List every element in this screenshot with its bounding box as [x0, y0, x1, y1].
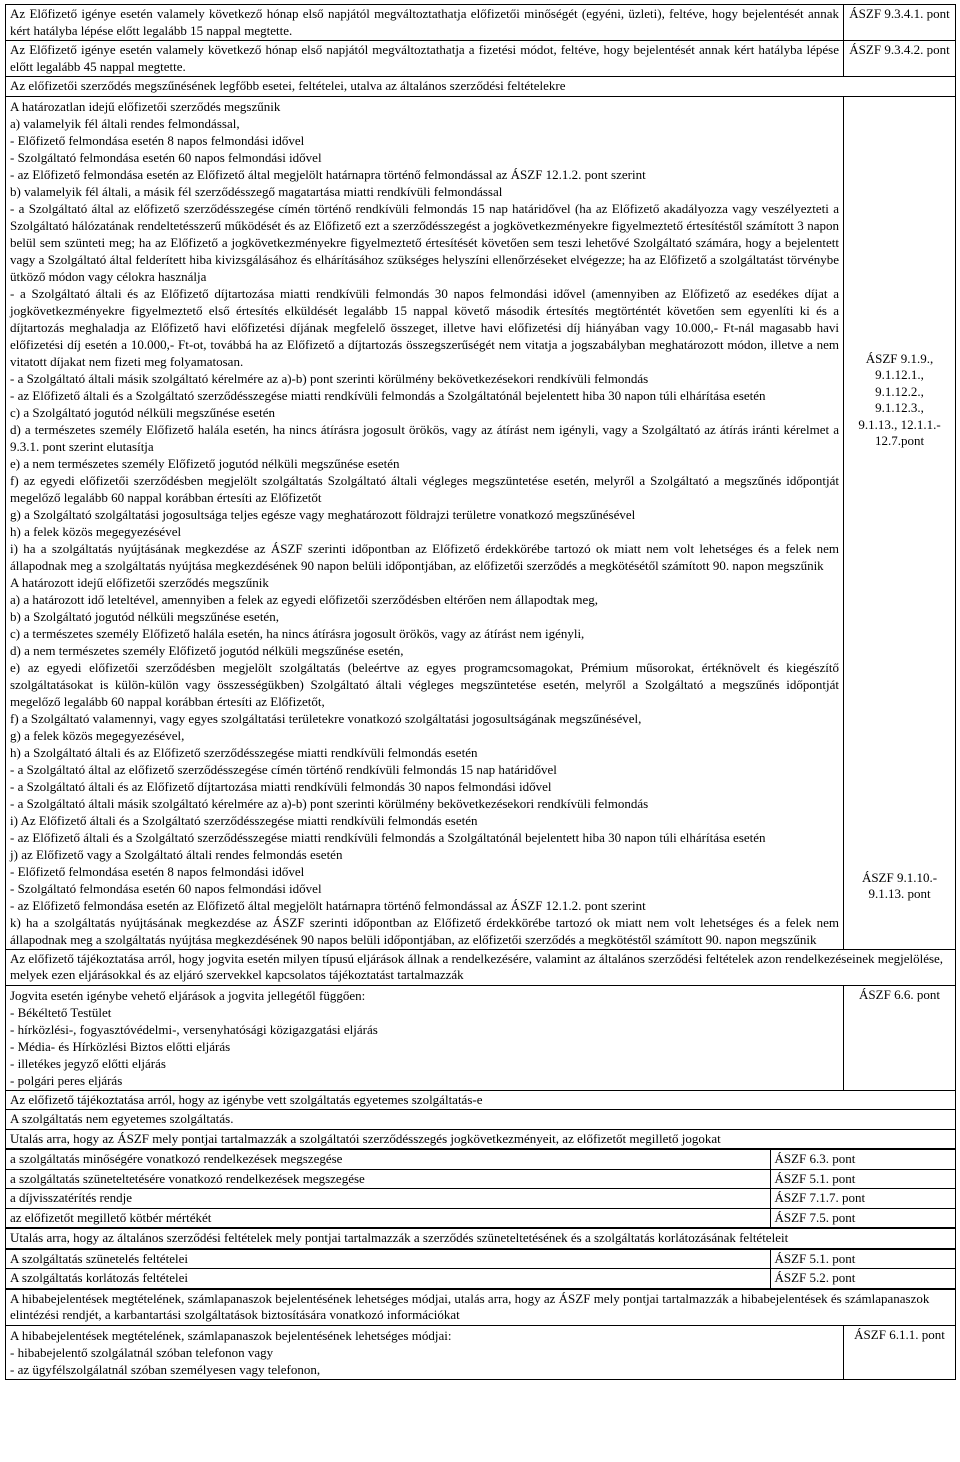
- list-item: A hibabejelentések megtételének, számlapanaszok bejelentésének lehetséges módjai:: [10, 1327, 452, 1343]
- list-item: A határozott idejű előfizetői szerződés megszűnik: [10, 574, 269, 590]
- list-item: g) a felek közös megegyezésével,: [10, 727, 185, 743]
- termination-heading: Az előfizetői szerződés megszűnésének legfőbb esetei, feltételei, utalva az általános szerződési feltételekre: [6, 77, 956, 97]
- table-row: [6, 1325, 956, 1379]
- row-ref: ÁSZF 5.1. pont: [770, 1249, 955, 1269]
- list-item: c) a természetes személy Előfizető halála esetén, ha nincs átírásra jogosult örökös, vagy az átírást nem igényli,: [10, 625, 585, 641]
- termination-lines: [10, 98, 839, 948]
- list-item: - Média- és Hírközlési Biztos előtti eljárás: [10, 1038, 231, 1054]
- list-item: - az Előfizető felmondása esetén az Előfizető által megjelölt határnapra történő felmondással az ÁSZF 12.1.2. pont szerint: [10, 166, 646, 182]
- list-item: - Szolgáltató felmondása esetén 60 napos felmondási idővel: [10, 880, 322, 896]
- subscriber-quality-change-ref: ÁSZF 9.3.4.1. pont: [844, 5, 956, 41]
- aszf-reference: 9.1.12.1.,: [875, 367, 924, 382]
- list-item: A határozatlan idejű előfizetői szerződés megszűnik: [10, 98, 281, 114]
- list-item: f) az egyedi előfizetői szerződésben megjelölt szolgáltatás Szolgáltató általi végleges megszüntetése esetén, melyről a Szolgáltató a megszűnés időpontját megelőző legalább 60 nappal korábban értesíti az Előfizetőt: [10, 472, 839, 505]
- table-row: [6, 1248, 956, 1289]
- list-item: - polgári peres eljárás: [10, 1072, 123, 1088]
- row-ref: ÁSZF 5.1. pont: [770, 1169, 955, 1189]
- table-row: [6, 77, 956, 97]
- list-item: k) ha a szolgáltatás nyújtásának megkezdése az ÁSZF szerinti időpontban az Előfizető érdekkörébe tartozó ok miatt nem volt lehetséges és a felek nem állapodnak meg a szolgáltatás nyújtása megkezdésének 90 napos belüli időpontjában, az előfizetői szerződés a megkötéstől számított 90. napon megszűnik: [10, 914, 839, 947]
- row-text: az előfizetőt megillető kötbér mértékét: [6, 1208, 770, 1228]
- list-item: f) a Szolgáltató valamennyi, vagy egyes szolgáltatási területekre vonatkozó szolgáltatási jogosultságának megszűnésével,: [10, 710, 642, 726]
- aszf-reference: 9.1.12.2.,: [875, 383, 924, 399]
- list-item: e) a nem természetes személy Előfizető jogutód nélküli megszűnése esetén: [10, 455, 400, 471]
- aszf-reference: ÁSZF 9.1.10.-: [861, 869, 938, 885]
- list-item: - a Szolgáltató által az előfizető szerződésszegése címén történő rendkívüli felmondás 15 nap határidővel (ha az Előfizető akadályozza vagy veszélyezteti a Szolgáltató hálózatának rendeltetésszerű működését és az Előfizető ezt a szerződésszegést a jogkövetkezményekre figyelmeztető értesítéstől számított 3 napon belül sem szünteti meg; ha az Előfizető a jogkövetkezményekre figyelmeztető értesítését követően sem teszi lehetővé Szolgáltató számára, hogy a bejelentett vagy a Szolgáltató által felderített hiba kivizsgálásához és elhárításához szükséges helyszíni ellenőrzéseket elvégezze; ha az Előfizető a szolgáltatást törvénybe ütköző módon vagy célokra használja: [10, 200, 839, 284]
- aszf-reference: 9.1.13. pont: [868, 886, 931, 901]
- row-ref: ÁSZF 7.1.7. pont: [770, 1189, 955, 1209]
- list-item: e) az egyedi előfizetői szerződésben megjelölt szolgáltatás (beleértve az egyes programcsomagokat, Prémium műsorokat, értéknövelt és kiegészítő szolgáltatásokat is külön-külön vagy összességükben) Szolgáltató általi végleges megszüntetése esetén, melyről a Szolgáltató a megszűnés időpontját megelőző legalább 60 nappal korábban értesíti az Előfizetőt,: [10, 659, 839, 709]
- table-row: [6, 1149, 956, 1229]
- table-row: [6, 1110, 956, 1130]
- table-row: [6, 985, 956, 1090]
- aszf-reference: ÁSZF 9.1.9.,: [865, 350, 934, 366]
- row-text: A szolgáltatás szünetelés feltételei: [6, 1249, 770, 1269]
- aszf-reference: 9.1.13., 12.1.1.-: [858, 416, 941, 432]
- list-item: d) a nem természetes személy Előfizető jogutód nélküli megszűnése esetén,: [10, 642, 404, 658]
- termination-body: [6, 96, 844, 949]
- list-item: a) a határozott idő leteltével, amennyiben a felek az egyedi előfizetői szerződésben eltérően nem állapodtak meg,: [10, 591, 598, 607]
- table-row: [6, 1249, 955, 1269]
- suspension-heading: Utalás arra, hogy az általános szerződési feltételek mely pontjai tartalmazzák a szerződés szüneteltetésének és a szolgáltatás korlátozásának feltételeit: [6, 1229, 956, 1249]
- table-row: [6, 96, 956, 949]
- list-item: - a Szolgáltató általi és az Előfizető díjtartozása miatti rendkívüli felmondás 30 napos felmondási idővel (amennyiben az Előfizető az esedékes díjat a jogkövetkezményekre figyelmeztető első értesítés elküldését legalább 15 nappal követő második értesítés megtörténtét követően sem egyenlíti ki és a díjtartozás meghaladja az Előfizető havi előfizetési díjának megfelelő összeget, illetve havi előfizetési díj hiányában vagy 10.000,- Ft-nál magasabb havi előfizetési díj esetén a 10.000,- Ft-ot, továbbá ha az Előfizető a díjtartozás összegszerűségét nem vitatja a jogszabályban meghatározott módon, illetve a nem vitatott díjakat nem fizeti meg folyamatosan.: [10, 285, 839, 369]
- list-item: - a Szolgáltató általi és az Előfizető díjtartozása miatti rendkívüli felmondás 30 napos felmondási idővel: [10, 778, 552, 794]
- table-row: [6, 5, 956, 41]
- faults-body: [6, 1325, 844, 1379]
- list-item: - az Előfizető általi és a Szolgáltató szerződésszegése miatti rendkívüli felmondás a Szolgáltatónál bejelentett hiba 30 napon túli elhárítása esetén: [10, 387, 766, 403]
- list-item: - a Szolgáltató által az előfizető szerződésszegése címén történő rendkívüli felmondás 15 nap határidővel: [10, 761, 557, 777]
- list-item: g) a Szolgáltató szolgáltatási jogosultsága teljes egésze vagy meghatározott földrajzi területre vonatkozó megszűnésével: [10, 506, 636, 522]
- faults-lines: [10, 1327, 839, 1378]
- payment-method-change-ref: ÁSZF 9.3.4.2. pont: [844, 41, 956, 77]
- rights-subtable: [6, 1149, 955, 1228]
- list-item: - Előfizető felmondása esetén 8 napos felmondási idővel: [10, 132, 305, 148]
- table-row: [6, 1090, 956, 1110]
- legal-dispute-lines: [10, 987, 839, 1089]
- list-item: h) a Szolgáltató általi és az Előfizető szerződésszegése miatti rendkívüli felmondás esetén: [10, 744, 478, 760]
- row-ref: ÁSZF 5.2. pont: [770, 1269, 955, 1289]
- list-item: b) valamelyik fél általi, a másik fél szerződésszegő magatartása miatti rendkívüli felmondással: [10, 183, 503, 199]
- faults-heading: A hibabejelentések megtételének, számlapanaszok bejelentésének lehetséges módjai, utalás arra, hogy az ÁSZF mely pontjai tartalmazzák a hibabejelentések és számlapanaszok elintézési rendjét, a karbantartási szolgáltatások biztosítására vonatkozó információkat: [6, 1289, 956, 1325]
- universal-service-heading: Az előfizető tájékoztatása arról, hogy az igénybe vett szolgáltatás egyetemes szolgáltatás-e: [6, 1090, 956, 1110]
- contract-summary-table: [5, 4, 956, 1380]
- list-item: - hibabejelentő szolgálatnál szóban telefonon vagy: [10, 1344, 274, 1360]
- row-ref: ÁSZF 6.3. pont: [770, 1150, 955, 1170]
- row-text: A szolgáltatás korlátozás feltételei: [6, 1269, 770, 1289]
- table-row: [6, 1169, 955, 1189]
- termination-ref-indefinite: [848, 351, 951, 450]
- rights-heading: Utalás arra, hogy az ÁSZF mely pontjai tartalmazzák a szolgáltatói szerződésszegés jogkövetkezményeit, az előfizetőt megillető jogokat: [6, 1129, 956, 1149]
- table-row: [6, 41, 956, 77]
- subscriber-quality-change-text: Az Előfizető igénye esetén valamely következő hónap első napjától megváltoztathatja előfizetői minőségét (egyéni, üzleti), feltéve, hogy bejelentését annak kért hatályba lépése előtt legalább 15 nappal megtette.: [6, 5, 844, 41]
- list-item: h) a felek közös megegyezésével: [10, 523, 182, 539]
- legal-dispute-body: [6, 985, 844, 1090]
- list-item: - Békéltető Testület: [10, 1004, 112, 1020]
- list-item: i) ha a szolgáltatás nyújtásának megkezdése az ÁSZF szerinti időpontban az Előfizető érdekkörébe tartozó ok miatt nem volt lehetséges és a felek nem állapodnak meg a szolgáltatás nyújtása megkezdésének 90 napon belüli időpontjában, az előfizetői szerződés a megkötésétől számított 90. napon megszűnik: [10, 540, 839, 573]
- row-text: a díjvisszatérítés rendje: [6, 1189, 770, 1209]
- list-item: - az Előfizető felmondása esetén az Előfizető által megjelölt határnapra történő felmondással az ÁSZF 12.1.2. pont szerint: [10, 897, 646, 913]
- list-item: - a Szolgáltató általi másik szolgáltató kérelmére az a)-b) pont szerinti körülmény bekövetkezésekori rendkívüli felmondás: [10, 795, 649, 811]
- list-item: - az Előfizető általi és a Szolgáltató szerződésszegése miatti rendkívüli felmondás a Szolgáltatónál bejelentett hiba 30 napon túli elhárítása esetén: [10, 829, 766, 845]
- table-row: [6, 1129, 956, 1149]
- list-item: - illetékes jegyző előtti eljárás: [10, 1055, 166, 1071]
- list-item: - az ügyfélszolgálatnál szóban személyesen vagy telefonon,: [10, 1361, 321, 1377]
- table-row: [6, 1208, 955, 1228]
- table-row: [6, 1289, 956, 1325]
- termination-refs: [844, 96, 956, 949]
- legal-dispute-ref: ÁSZF 6.6. pont: [844, 985, 956, 1090]
- universal-service-text: A szolgáltatás nem egyetemes szolgáltatás.: [6, 1110, 956, 1130]
- table-row: [6, 1189, 955, 1209]
- termination-ref-fixed: [848, 870, 951, 903]
- row-ref: ÁSZF 7.5. pont: [770, 1208, 955, 1228]
- list-item: - a Szolgáltató általi másik szolgáltató kérelmére az a)-b) pont szerinti körülmény bekövetkezésekori rendkívüli felmondás: [10, 370, 649, 386]
- list-item: c) a Szolgáltató jogutód nélküli megszűnése esetén: [10, 404, 275, 420]
- list-item: - Előfizető felmondása esetén 8 napos felmondási idővel: [10, 863, 305, 879]
- table-row: [6, 1269, 955, 1289]
- aszf-reference: 9.1.12.3.,: [875, 400, 924, 415]
- row-text: a szolgáltatás szüneteltetésére vonatkozó rendelkezések megszegése: [6, 1169, 770, 1189]
- table-row: [6, 1229, 956, 1249]
- list-item: a) valamelyik fél általi rendes felmondással,: [10, 115, 240, 131]
- list-item: d) a természetes személy Előfizető halála esetén, ha nincs átírásra jogosult örökös, vagy az átírást nem igényli, vagy a Szolgáltató az átírás iránti kérelmet a 9.3.1. pont szerint elutasítja: [10, 421, 839, 454]
- list-item: b) a Szolgáltató jogutód nélküli megszűnése esetén,: [10, 608, 279, 624]
- aszf-reference: 12.7.pont: [874, 433, 925, 448]
- list-item: i) Az Előfizető általi és a Szolgáltató szerződésszegése miatti rendkívüli felmondás esetén: [10, 812, 478, 828]
- suspension-subtable: [6, 1249, 955, 1289]
- table-row: [6, 1150, 955, 1170]
- list-item: Jogvita esetén igénybe vehető eljárások a jogvita jellegétől függően:: [10, 987, 366, 1003]
- legal-dispute-heading: Az előfizető tájékoztatása arról, hogy jogvita esetén milyen típusú eljárások állnak a rendelkezésére, valamint az általános szerződési feltételek azon rendelkezéseinek megjelölése, melyek ezen eljárásokkal és az eljáró szervekkel kapcsolatos tájékoztatást tartalmazzák: [6, 949, 956, 985]
- faults-ref: ÁSZF 6.1.1. pont: [844, 1325, 956, 1379]
- list-item: - Szolgáltató felmondása esetén 60 napos felmondási idővel: [10, 149, 322, 165]
- list-item: - hírközlési-, fogyasztóvédelmi-, versenyhatósági közigazgatási eljárás: [10, 1021, 378, 1037]
- payment-method-change-text: Az Előfizető igénye esetén valamely következő hónap első napjától megváltoztathatja a fizetési módot, feltéve, hogy bejelentését annak kért hatályba lépése előtt legalább 45 nappal megtette.: [6, 41, 844, 77]
- table-row: [6, 949, 956, 985]
- list-item: j) az Előfizető vagy a Szolgáltató általi rendes felmondás esetén: [10, 846, 343, 862]
- row-text: a szolgáltatás minőségére vonatkozó rendelkezések megszegése: [6, 1150, 770, 1170]
